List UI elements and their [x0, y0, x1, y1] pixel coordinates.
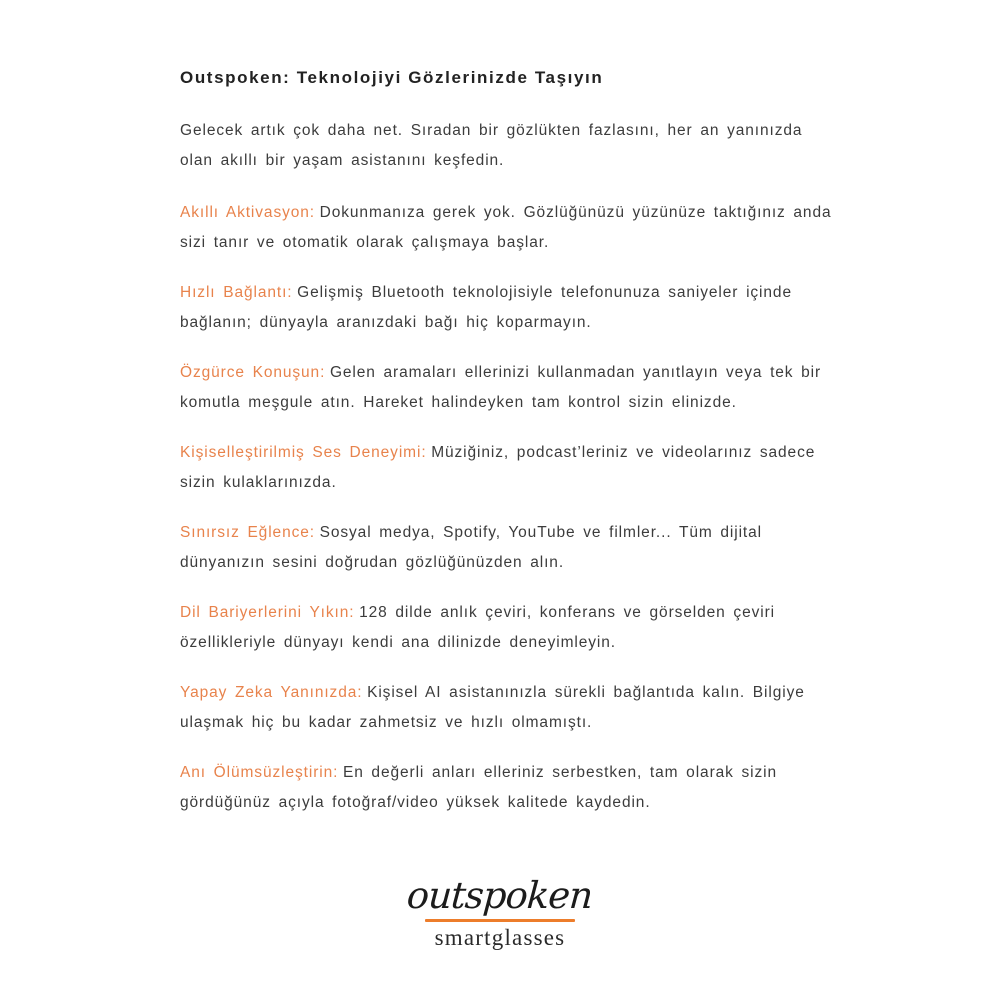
intro-paragraph: Gelecek artık çok daha net. Sıradan bir gözlükten fazlasını, her an yanınızda olan akıllı bir yaşam asistanını keşfedin.	[180, 122, 803, 169]
feature-paragraph-language-barriers	[180, 598, 832, 658]
feature-paragraph-smart-activation	[180, 198, 832, 258]
feature-label: Yapay Zeka Yanınızda:	[180, 684, 363, 701]
feature-text: En değerli anları elleriniz serbestken, tam olarak sizin gördüğünüz açıyla fotoğraf/video yüksek kalitede kaydedin.	[180, 764, 778, 811]
feature-text: Gelişmiş Bluetooth teknolojisiyle telefonunuza saniyeler içinde bağlanın; dünyayla aranızdaki bağı hiç koparmayın.	[180, 284, 792, 331]
feature-label: Hızlı Bağlantı:	[180, 284, 293, 301]
feature-label: Akıllı Aktivasyon:	[180, 204, 315, 221]
feature-paragraph-capture-moments	[180, 758, 832, 818]
page-title: Outspoken: Teknolojiyi Gözlerinizde Taşıyın	[180, 68, 604, 87]
feature-label: Özgürce Konuşun:	[180, 364, 326, 381]
feature-paragraph-personal-audio	[180, 438, 832, 498]
feature-paragraph-unlimited-entertainment	[180, 518, 832, 578]
feature-text: 128 dilde anlık çeviri, konferans ve görselden çeviri özellikleriyle dünyayı kendi ana dilinizde deneyimleyin.	[180, 604, 775, 651]
feature-label: Dil Bariyerlerini Yıkın:	[180, 604, 355, 621]
feature-text: Sosyal medya, Spotify, YouTube ve filmler... Tüm dijital dünyanızın sesini doğrudan gözlüğünüzden alın.	[180, 524, 762, 571]
feature-paragraph-ai-assistant	[180, 678, 832, 738]
document-content	[180, 68, 832, 838]
feature-label: Anı Ölümsüzleştirin:	[180, 764, 339, 781]
feature-paragraph-speak-freely	[180, 358, 832, 418]
feature-label: Sınırsız Eğlence:	[180, 524, 315, 541]
feature-text: Dokunmanıza gerek yok. Gözlüğünüzü yüzünüze taktığınız anda sizi tanır ve otomatik olarak çalışmaya başlar.	[180, 204, 832, 251]
feature-label: Kişiselleştirilmiş Ses Deneyimi:	[180, 444, 427, 461]
feature-text: Gelen aramaları ellerinizi kullanmadan yanıtlayın veya tek bir komutla meşgule atın. Hareket halindeyken tam kontrol sizin elinizde.	[180, 364, 822, 411]
feature-paragraph-fast-connection	[180, 278, 832, 338]
feature-text: Kişisel AI asistanınızla sürekli bağlantıda kalın. Bilgiye ulaşmak hiç bu kadar zahmetsiz ve hızlı olmamıştı.	[180, 684, 805, 731]
brand-logo	[0, 876, 1000, 951]
brand-tagline: smartglasses	[434, 924, 566, 950]
logo-underline-bar	[425, 919, 575, 922]
brand-wordmark: outspoken	[406, 874, 595, 917]
feature-text: Müziğiniz, podcast’leriniz ve videolarınız sadece sizin kulaklarınızda.	[180, 444, 816, 491]
